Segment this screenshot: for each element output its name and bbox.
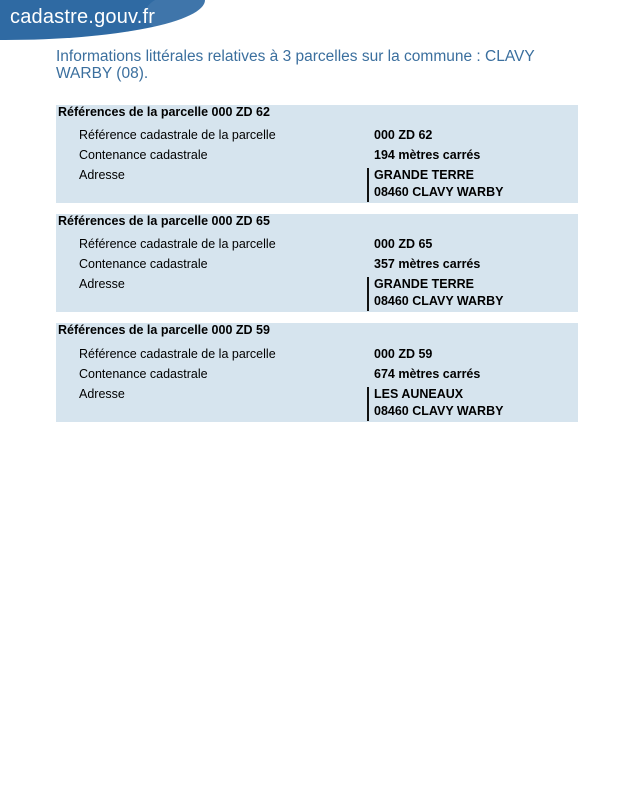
ref-label: Référence cadastrale de la parcelle (79, 128, 276, 142)
parcel-panel-zd-59 (56, 323, 578, 422)
address-line-1: GRANDE TERRE (374, 277, 475, 291)
parcel-panel-zd-65 (56, 214, 578, 312)
area-label: Contenance cadastrale (79, 148, 208, 162)
parcel-heading: Références de la parcelle 000 ZD 62 (58, 105, 270, 119)
parcel-panel-zd-62 (56, 105, 578, 203)
area-value: 194 mètres carrés (374, 148, 481, 162)
address-line-1: LES AUNEAUX (374, 387, 464, 401)
parcel-heading: Références de la parcelle 000 ZD 59 (58, 323, 270, 337)
ref-value: 000 ZD 62 (374, 128, 433, 142)
ref-label: Référence cadastrale de la parcelle (79, 237, 276, 251)
address-divider (367, 168, 369, 202)
address-divider (367, 387, 369, 421)
address-label: Adresse (79, 168, 125, 182)
ref-value: 000 ZD 59 (374, 347, 433, 361)
address-line-2: 08460 CLAVY WARBY (374, 185, 504, 199)
area-value: 674 mètres carrés (374, 367, 481, 381)
ref-label: Référence cadastrale de la parcelle (79, 347, 276, 361)
page-title: Informations littérales relatives à 3 parcelles sur la commune : CLAVY WARBY (08). (56, 48, 535, 82)
address-line-2: 08460 CLAVY WARBY (374, 404, 504, 418)
address-line-1: GRANDE TERRE (374, 168, 475, 182)
area-label: Contenance cadastrale (79, 367, 208, 381)
site-logo[interactable] (0, 0, 205, 40)
address-line-2: 08460 CLAVY WARBY (374, 294, 504, 308)
area-value: 357 mètres carrés (374, 257, 481, 271)
address-label: Adresse (79, 277, 125, 291)
ref-value: 000 ZD 65 (374, 237, 433, 251)
address-label: Adresse (79, 387, 125, 401)
address-divider (367, 277, 369, 311)
parcel-heading: Références de la parcelle 000 ZD 65 (58, 214, 270, 228)
site-logo-text: cadastre.gouv.fr (10, 6, 156, 28)
area-label: Contenance cadastrale (79, 257, 208, 271)
